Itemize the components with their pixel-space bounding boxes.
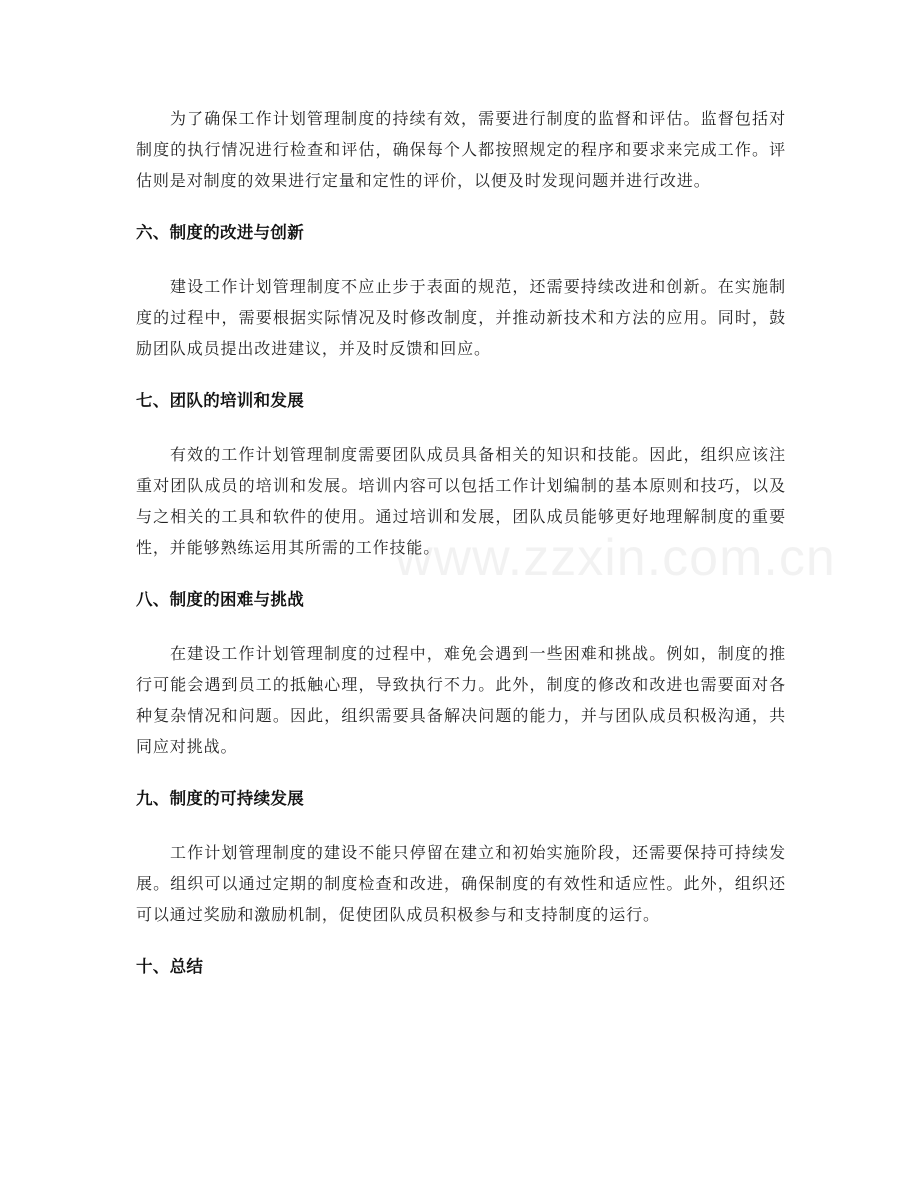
section-heading-10: 十、总结 [136,957,204,976]
section-paragraph-9: 工作计划管理制度的建设不能只停留在建立和初始实施阶段，还需要保持可持续发展。组织可以通过定期的制度检查和改进，确保制度的有效性和适应性。此外，组织还可以通过奖励和激励机制，促使团队成员积极参与和支持制度的运行。 [136,843,786,924]
section-heading-8: 八、制度的困难与挑战 [136,590,304,609]
section-paragraph-7: 有效的工作计划管理制度需要团队成员具备相关的知识和技能。因此，组织应该注重对团队成员的培训和发展。培训内容可以包括工作计划编制的基本原则和技巧，以及与之相关的工具和软件的使用。通过培训和发展，团队成员能够更好地理解制度的重要性，并能够熟练运用其所需的工作技能。 [136,445,786,557]
section-paragraph-6: 建设工作计划管理制度不应止步于表面的规范，还需要持续改进和创新。在实施制度的过程中，需要根据实际情况及时修改制度，并推动新技术和方法的应用。同时，鼓励团队成员提出改进建议，并及时反馈和回应。 [136,277,786,358]
document-body [136,103,786,981]
section-heading-7: 七、团队的培训和发展 [136,391,304,410]
watermark: www.zzxin.com.cn [395,529,836,587]
section-paragraph-8: 在建设工作计划管理制度的过程中，难免会遇到一些困难和挑战。例如，制度的推行可能会遇到员工的抵触心理，导致执行不力。此外，制度的修改和改进也需要面对各种复杂情况和问题。因此，组织需要具备解决问题的能力，并与团队成员积极沟通，共同应对挑战。 [136,644,786,756]
section-heading-6: 六、制度的改进与创新 [136,223,304,242]
intro-paragraph: 为了确保工作计划管理制度的持续有效，需要进行制度的监督和评估。监督包括对制度的执行情况进行检查和评估，确保每个人都按照规定的程序和要求来完成工作。评估则是对制度的效果进行定量和定性的评价，以便及时发现问题并进行改进。 [136,109,786,190]
section-heading-9: 九、制度的可持续发展 [136,789,304,808]
